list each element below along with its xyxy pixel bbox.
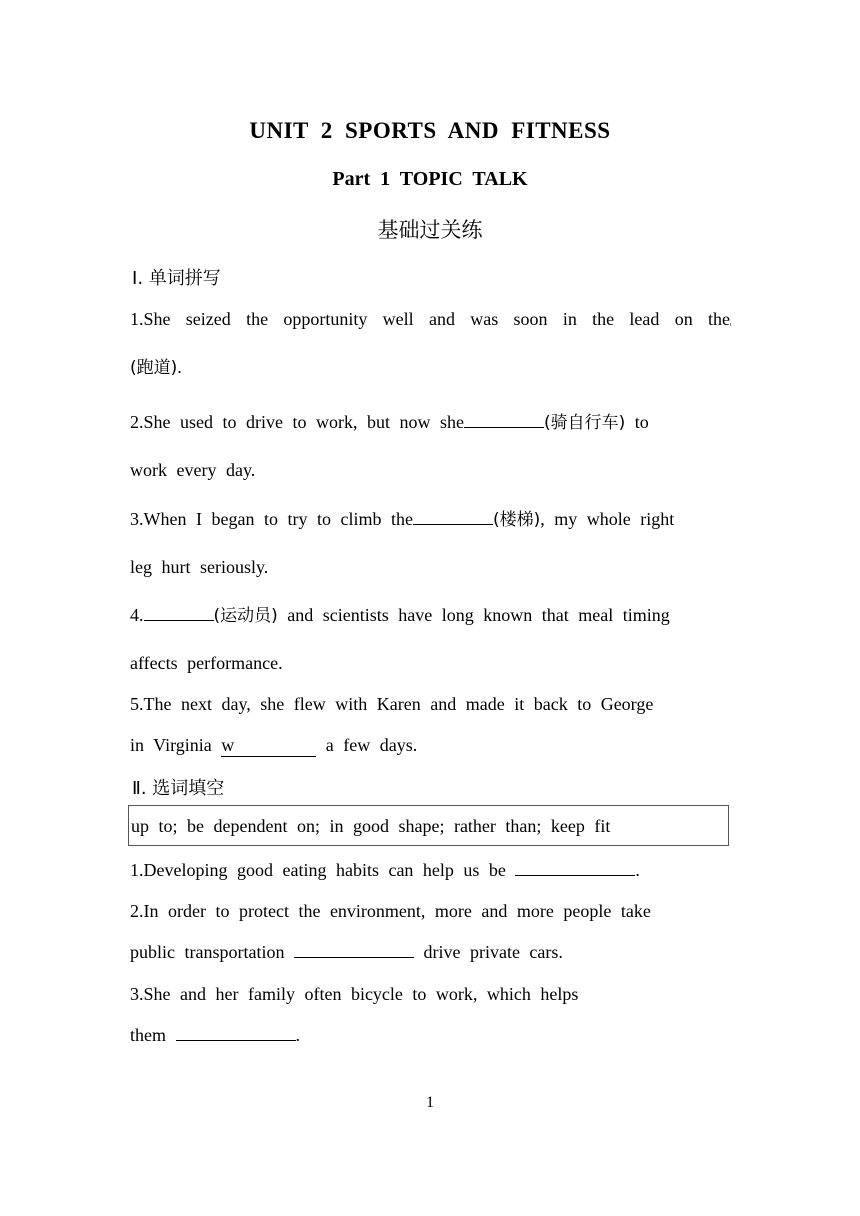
s2-q2-text: 2.In order to protect the environment, more and more people take [130, 901, 651, 921]
s2-q3-text-2: them [130, 1025, 176, 1045]
s2-q3-end: . [295, 1025, 300, 1045]
q5-text: 5.The next day, she flew with Karen and made it back to George [130, 694, 654, 714]
section-1-numeral: Ⅰ [132, 268, 138, 288]
q2-text-2: to [625, 412, 649, 432]
section-2-heading [132, 774, 224, 800]
s2-q2-blank[interactable] [294, 941, 414, 958]
q2-line-1 [130, 411, 730, 434]
q5-text-2: in Virginia [130, 735, 222, 755]
s2-q2-text-3: drive private cars. [413, 942, 563, 962]
q2-hint: (骑自行车) [543, 413, 626, 433]
part-subtitle: Part 1 TOPIC TALK [332, 168, 528, 190]
q1-blank-mark [730, 323, 731, 326]
q2-text: 2.She used to drive to work, but now she [130, 412, 464, 432]
s2-q3-blank[interactable] [176, 1024, 296, 1041]
q4-hint: (运动员) [213, 606, 278, 626]
section-1-heading [132, 264, 221, 290]
q5-first-letter: w [221, 735, 235, 755]
q4-line-2 [130, 652, 730, 674]
q5-blank[interactable] [221, 734, 316, 757]
s2-q1-blank[interactable] [515, 859, 635, 876]
q4-text-2: affects performance. [130, 653, 283, 673]
s2-q1-end: . [635, 860, 640, 880]
s2-q2-line-1 [130, 900, 730, 922]
q4-number: 4. [130, 605, 144, 625]
q2-blank[interactable] [464, 411, 544, 428]
q5-line-2 [130, 734, 730, 757]
q5-text-3: a few days. [316, 735, 418, 755]
q1-text: 1.She seized the opportunity well and was soon in the lead on the [130, 309, 730, 329]
q1-line-2 [130, 356, 730, 379]
q2-line-2 [130, 459, 730, 481]
s2-q3-text: 3.She and her family often bicycle to work, which helps [130, 984, 579, 1004]
section-2-numeral: Ⅱ [132, 778, 141, 798]
s2-q3-line-2 [130, 1024, 730, 1046]
page-number: 1 [426, 1094, 434, 1111]
q1-end: . [177, 357, 182, 377]
q5-line-1 [130, 693, 730, 715]
q4-line-1 [130, 604, 730, 627]
q3-blank[interactable] [413, 508, 493, 525]
s2-q2-text-2: public transportation [130, 942, 294, 962]
unit-title: UNIT 2 SPORTS AND FITNESS [249, 118, 611, 143]
section-1-title: . 单词拼写 [137, 268, 221, 289]
s2-q1-line [130, 859, 730, 881]
q1-line-1 [130, 308, 730, 330]
q3-text-2: , my whole right [540, 509, 675, 529]
s2-q3-line-1 [130, 983, 730, 1005]
q3-line-2 [130, 556, 730, 578]
s2-q1-text: 1.Developing good eating habits can help us be [130, 860, 516, 880]
q3-text-3: leg hurt seriously. [130, 557, 269, 577]
exercise-heading: 基础过关练 [377, 218, 483, 242]
s2-q2-line-2 [130, 941, 730, 963]
q3-hint: (楼梯) [492, 510, 541, 530]
q1-hint: (跑道) [130, 358, 178, 378]
q4-text: and scientists have long known that meal timing [277, 605, 670, 625]
q4-blank[interactable] [144, 604, 214, 621]
q2-text-3: work every day. [130, 460, 256, 480]
q3-line-1 [130, 508, 730, 531]
word-bank-box: up to; be dependent on; in good shape; rather than; keep fit [128, 805, 729, 846]
section-2-title: . 选词填空 [140, 778, 225, 799]
q3-text: 3.When I began to try to climb the [130, 509, 413, 529]
